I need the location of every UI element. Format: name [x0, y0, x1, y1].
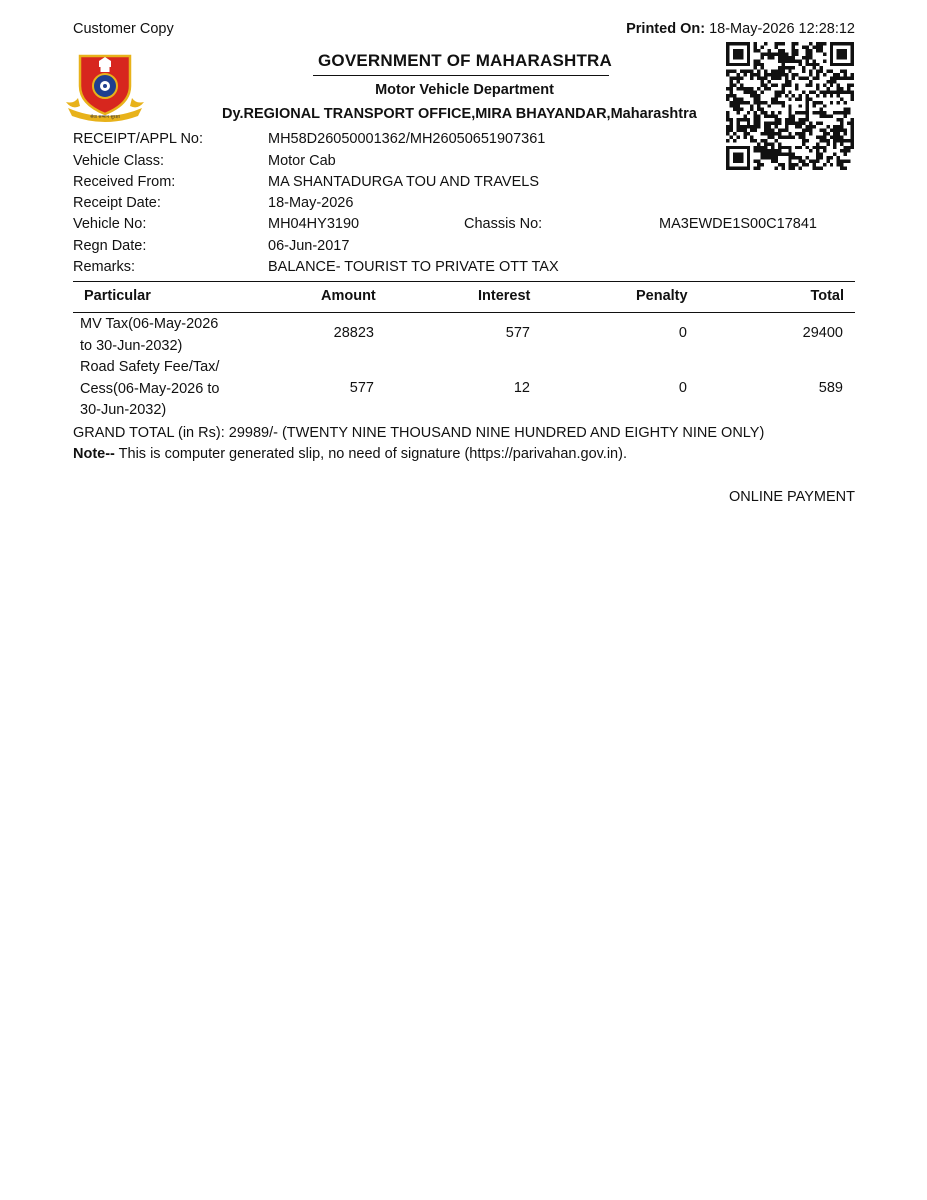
vehicle-class-value: Motor Cab: [268, 153, 336, 169]
government-title: GOVERNMENT OF MAHARASHTRA: [318, 51, 612, 70]
payment-mode: ONLINE PAYMENT: [729, 489, 855, 505]
grand-total: GRAND TOTAL (in Rs): 29989/- (TWENTY NINE THOUSAND NINE HUNDRED AND EIGHTY NINE ONLY): [73, 425, 765, 441]
table-row: [80, 357, 240, 422]
vehicle-no-value: MH04HY3190: [268, 216, 360, 232]
row-total: 589: [818, 380, 843, 396]
title-underline: [313, 75, 609, 76]
table-row: [80, 314, 240, 357]
header-amount: Amount: [321, 288, 376, 304]
row-interest: 577: [505, 325, 530, 341]
vehicle-class-label: Vehicle Class:: [73, 153, 165, 169]
particular-line: Road Safety Fee/Tax/: [80, 359, 220, 375]
row-amount: 577: [349, 380, 374, 396]
table-header-rule: [73, 312, 855, 313]
row-interest: 12: [513, 380, 530, 396]
remarks-label: Remarks:: [73, 259, 136, 275]
table-top-rule: [73, 281, 855, 282]
printed-on-value: 18-May-2026 12:28:12: [709, 21, 855, 37]
particular-line: 30-Jun-2032): [80, 402, 167, 418]
note: [73, 446, 627, 462]
receipt-date-value: 18-May-2026: [268, 195, 354, 211]
received-from-label: Received From:: [73, 174, 176, 190]
qr-code-icon: [726, 42, 854, 170]
chassis-label: Chassis No:: [464, 216, 543, 232]
receipt-label: RECEIPT/APPL No:: [73, 131, 204, 147]
remarks-value: BALANCE- TOURIST TO PRIVATE OTT TAX: [268, 259, 559, 275]
header-penalty: Penalty: [636, 288, 688, 304]
row-penalty: 0: [678, 380, 687, 396]
copy-label: Customer Copy: [73, 21, 174, 37]
regn-date-value: 06-Jun-2017: [268, 238, 350, 254]
particular-line: to 30-Jun-2032): [80, 337, 183, 354]
particular-line: MV Tax(06-May-2026: [80, 316, 219, 332]
note-text: This is computer generated slip, no need of signature (https://parivahan.gov.in).: [114, 446, 627, 462]
received-from-value: MA SHANTADURGA TOU AND TRAVELS: [268, 174, 540, 190]
receipt-value: MH58D26050001362/MH26050651907361: [268, 131, 546, 147]
vehicle-no-label: Vehicle No:: [73, 216, 147, 232]
row-total: 29400: [802, 325, 843, 341]
regn-date-label: Regn Date:: [73, 238, 147, 254]
header-interest: Interest: [478, 288, 531, 304]
emblem-motto: सेवा सम्मान सुरक्षा: [90, 115, 120, 120]
header-total: Total: [810, 288, 844, 304]
receipt-date-label: Receipt Date:: [73, 195, 161, 211]
printed-on-label: Printed On:: [626, 21, 706, 37]
department-title: Motor Vehicle Department: [375, 82, 554, 98]
row-penalty: 0: [678, 325, 687, 341]
printed-on: [626, 21, 855, 37]
office-title: Dy.REGIONAL TRANSPORT OFFICE,MIRA BHAYANDAR,Maharashtra: [222, 106, 697, 122]
row-amount: 28823: [333, 325, 374, 341]
header-particular: Particular: [84, 288, 151, 304]
note-label: Note--: [73, 446, 115, 462]
particular-line: Cess(06-May-2026 to: [80, 380, 220, 397]
chassis-value: MA3EWDE1S00C17841: [659, 216, 817, 232]
